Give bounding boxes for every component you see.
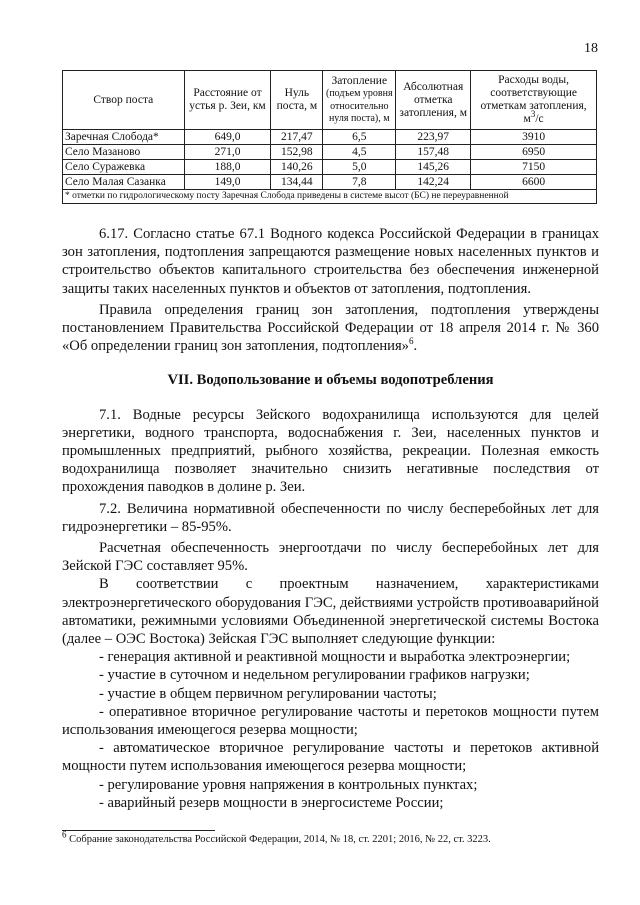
flooding-cell: 5,0 bbox=[323, 160, 396, 175]
water-flow-cell: 6950 bbox=[471, 145, 597, 160]
list-item: - участие в общем первичном регулировании частоты; bbox=[99, 685, 437, 702]
table-row bbox=[63, 160, 597, 175]
flooding-cell: 7,8 bbox=[323, 175, 396, 190]
list-item: - генерация активной и реактивной мощности и выработка электроэнергии; bbox=[99, 649, 571, 666]
absolute-mark-cell: 157,48 bbox=[396, 145, 471, 160]
table-header-row bbox=[63, 71, 597, 130]
footnote bbox=[62, 829, 602, 845]
paragraph-7-2: 7.2. Величина нормативной обеспеченности по числу бесперебойных лет для гидроэнергетики – 85-95%. bbox=[62, 500, 599, 535]
header-absolute-mark: Абсолютная отметка затопления, м bbox=[396, 71, 471, 130]
water-flow-cell: 3910 bbox=[471, 130, 597, 145]
page-number: 18 bbox=[584, 41, 598, 56]
list-item: - регулирование уровня напряжения в контрольных пунктах; bbox=[99, 776, 478, 793]
list-item: - аварийный резерв мощности в энергосистеме России; bbox=[99, 794, 444, 811]
flooding-cell: 4,5 bbox=[323, 145, 396, 160]
station-name: Село Малая Сазанка bbox=[63, 175, 185, 190]
header-distance: Расстояние от устья р. Зеи, км bbox=[184, 71, 271, 130]
list-item: - участие в суточном и недельном регулировании графиков нагрузки; bbox=[99, 667, 530, 684]
gauge-zero-cell: 134,44 bbox=[271, 175, 323, 190]
paragraph-6-17: 6.17. Согласно статье 67.1 Водного кодекса Российской Федерации в границах зон затопления, подтопления запрещаются размещение новых населенных пунктов и строительство объектов капитального строительства без обеспечения инженерной защиты таких населенных пунктов и объектов от затопления, подтопления. bbox=[62, 226, 599, 297]
footnote-mark: 6 bbox=[62, 829, 67, 840]
header-station: Створ поста bbox=[63, 71, 185, 130]
table-row bbox=[63, 175, 597, 190]
gauge-zero-cell: 217,47 bbox=[271, 130, 323, 145]
paragraph-calculated-reliability: Расчетная обеспеченность энергоотдачи по числу бесперебойных лет для Зейской ГЭС составляет 95%. bbox=[62, 540, 599, 575]
distance-cell: 271,0 bbox=[184, 145, 271, 160]
paragraph-functions-intro: В соответствии с проектным назначением, характеристиками электроэнергетического оборудования ГЭС, действиями устройств противоаварийной автоматики, режимными условиями Объединенной энергетической системы Востока (далее – ОЭС Востока) Зейская ГЭС выполняет следующие функции: bbox=[62, 576, 599, 648]
gauge-stations-table bbox=[62, 70, 597, 204]
table-note: * отметки по гидрологическому посту Заречная Слобода приведены в системе высот (БС) не переуравненной bbox=[63, 190, 597, 204]
station-name: Село Мазаново bbox=[63, 145, 185, 160]
absolute-mark-cell: 145,26 bbox=[396, 160, 471, 175]
water-flow-cell: 6600 bbox=[471, 175, 597, 190]
gauge-zero-cell: 140,26 bbox=[271, 160, 323, 175]
table-row bbox=[63, 130, 597, 145]
station-name: Село Суражевка bbox=[63, 160, 185, 175]
document-body bbox=[62, 225, 599, 812]
header-flooding: Затопление (подъем уровня относительно нуля поста), м bbox=[323, 71, 396, 130]
distance-cell: 188,0 bbox=[184, 160, 271, 175]
distance-cell: 149,0 bbox=[184, 175, 271, 190]
distance-cell: 649,0 bbox=[184, 130, 271, 145]
footnote-divider bbox=[62, 830, 215, 831]
footnote-text: Собрание законодательства Российской Федерации, 2014, № 18, ст. 2201; 2016, № 22, ст. 3223. bbox=[66, 834, 491, 845]
table-row bbox=[63, 145, 597, 160]
absolute-mark-cell: 223,97 bbox=[396, 130, 471, 145]
paragraph-7-1: 7.1. Водные ресурсы Зейского водохранилища используются для целей энергетики, водного транспорта, водоснабжения г. Зеи, населенных пунктов и промышленных предприятий, рыбного хозяйства, рекреации. Полезная емкость водохранилища позволяет значительно снизить негативные последствия от прохождения паводков в долине р. Зеи. bbox=[62, 406, 599, 496]
header-gauge-zero: Нуль поста, м bbox=[271, 71, 323, 130]
footnote-reference: 6 bbox=[408, 336, 414, 347]
list-item: - оперативное вторичное регулирование частоты и перетоков мощности путем использования имеющегося резерва мощности; bbox=[62, 703, 599, 739]
absolute-mark-cell: 142,24 bbox=[396, 175, 471, 190]
water-flow-cell: 7150 bbox=[471, 160, 597, 175]
station-name: Заречная Слобода* bbox=[63, 130, 185, 145]
section-title: VII. Водопользование и объемы водопотребления bbox=[167, 372, 494, 389]
list-item: - автоматическое вторичное регулирование частоты и перетоков активной мощности путем использования имеющегося резерва мощности; bbox=[62, 740, 599, 775]
header-water-flow: Расходы воды, соответствующие отметкам затопления, $м^3/с$ bbox=[471, 71, 597, 130]
flooding-cell: 6,5 bbox=[323, 130, 396, 145]
paragraph-flood-zone-rules: Правила определения границ зон затопления, подтопления утверждены постановлением Правительства Российской Федерации от 18 апреля 2014 г. № 360 «Об определении границ зон затопления, подтопления»$^6$. bbox=[62, 301, 599, 355]
gauge-zero-cell: 152,98 bbox=[271, 145, 323, 160]
